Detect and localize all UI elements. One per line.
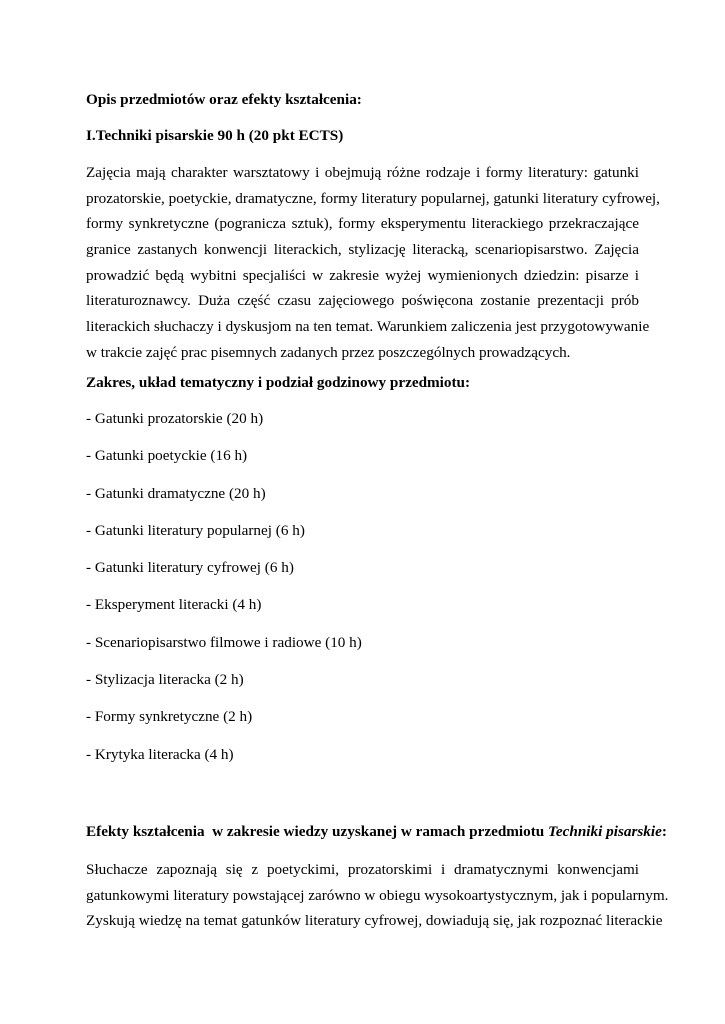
list-item: - Formy synkretyczne (2 h)	[86, 708, 253, 726]
outcomes-line: Zyskują wiedzę na temat gatunków literatury cyfrowej, dowiadują się, jak rozpoznać literackie	[86, 912, 663, 930]
list-item: - Gatunki literatury cyfrowej (6 h)	[86, 559, 294, 577]
description-line: Zajęcia mają charakter warsztatowy i obejmują różne rodzaje i formy literatury: gatunki	[86, 164, 639, 181]
outcomes-line: Słuchacze zapoznają się z poetyckimi, prozatorskimi i dramatycznymi konwencjami	[86, 861, 639, 878]
outcomes-line: gatunkowymi literatury powstającej zarówno w obiegu wysokoartystycznym, jak i popularnym.	[86, 886, 669, 904]
list-item: - Gatunki literatury popularnej (6 h)	[86, 521, 305, 539]
outcomes-description	[86, 857, 669, 934]
description-line: granice zastanych konwencji literackich, stylizację literacką, scenariopisarstwo. Zajęcia	[86, 241, 639, 259]
description-line: formy synkretyczne (pogranicza sztuk), formy eksperymentu literackiego przekraczające	[86, 215, 639, 233]
description-line: literaturoznawcy. Duża część czasu zajęciowego poświęcona zostanie prezentacji prób	[86, 292, 639, 310]
description-line: w trakcie zajęć prac pisemnych zadanych przez poszczególnych prowadzących.	[86, 343, 571, 361]
subject-description	[86, 160, 660, 366]
list-item: - Gatunki prozatorskie (20 h)	[86, 410, 264, 427]
list-item: - Gatunki poetyckie (16 h)	[86, 447, 248, 465]
outcomes-heading-colon: :	[661, 823, 667, 840]
scope-list	[86, 409, 362, 782]
scope-heading: Zakres, układ tematyczny i podział godzinowy przedmiotu:	[86, 374, 471, 391]
list-item: - Gatunki dramatyczne (20 h)	[86, 484, 266, 502]
outcomes-heading-text: Efekty kształcenia w zakresie wiedzy uzyskanej w ramach przedmiotu	[86, 823, 549, 840]
list-item: - Scenariopisarstwo filmowe i radiowe (10 h)	[86, 633, 362, 651]
list-item: - Krytyka literacka (4 h)	[86, 745, 234, 763]
document-title: Opis przedmiotów oraz efekty kształcenia:	[86, 91, 362, 108]
description-line: prowadzić będą wybitni specjaliści w zakresie wyżej wymienionych dziedzin: pisarze i	[86, 266, 639, 284]
outcomes-heading-subject: Techniki pisarskie	[548, 823, 662, 840]
list-item: - Eksperyment literacki (4 h)	[86, 596, 262, 614]
description-line: literackich słuchaczy i dyskusjom na ten temat. Warunkiem zaliczenia jest przygotowywanie	[86, 318, 650, 336]
outcomes-heading	[86, 822, 667, 842]
description-line: prozatorskie, poetyckie, dramatyczne, formy literatury popularnej, gatunki literatury cyfrowej,	[86, 189, 660, 207]
subject-heading: I.Techniki pisarskie 90 h (20 pkt ECTS)	[86, 127, 344, 144]
list-item: - Stylizacja literacka (2 h)	[86, 671, 244, 689]
